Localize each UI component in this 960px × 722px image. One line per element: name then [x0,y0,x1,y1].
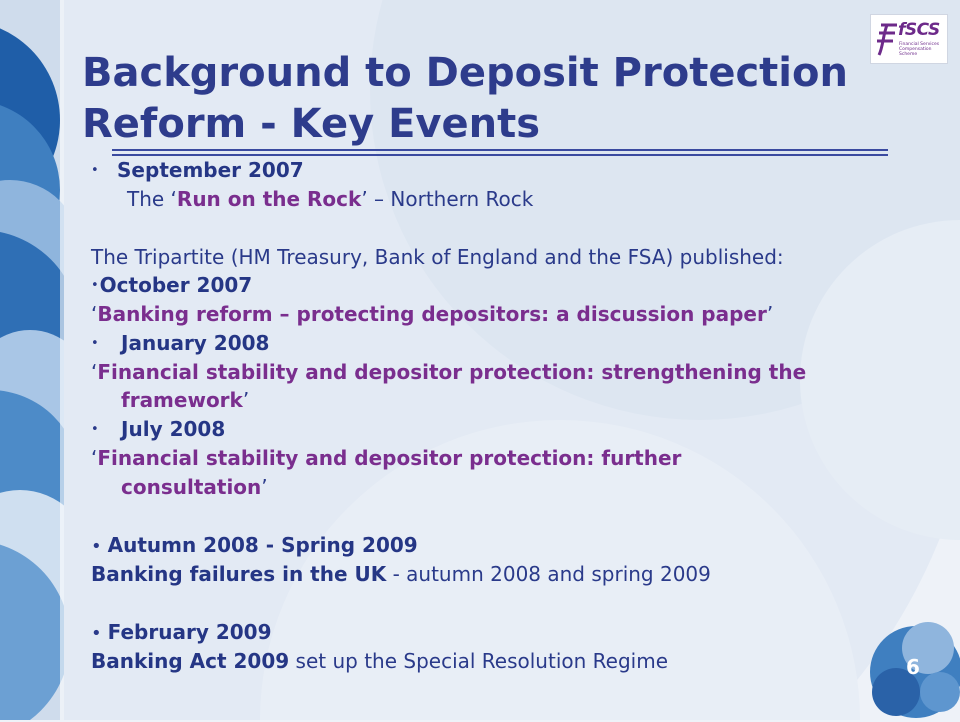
event-jul-2008-title [91,445,681,471]
event-jul-2008-title-cont [121,474,268,500]
bullet-icon: • [91,163,99,178]
bullet-icon: • [91,623,102,644]
left-decorative-band [0,0,64,720]
paper-title-line2: framework [121,388,243,412]
detail-text: set up the Special Resolution Regime [289,649,668,673]
detail-text: ’ – Northern Rock [361,187,534,211]
event-jan-2008-title-cont [121,387,249,413]
tripartite-intro: The Tripartite (HM Treasury, Bank of England and the FSA) published: [91,245,784,269]
event-jan-2008-title [91,359,806,385]
event-sep-2007 [91,157,304,184]
event-feb-2009 [91,619,271,647]
bullet-icon: • [91,278,99,293]
slide-title: Background to Deposit Protection Reform - Key Events [82,50,848,147]
quote-open: ‘ [91,302,98,326]
event-autumn-2008 [91,532,418,560]
event-date: Autumn 2008 - Spring 2009 [107,533,418,557]
event-date: September 2007 [117,158,304,182]
highlight-text: Run on the Rock [176,187,362,211]
bullet-icon: • [91,536,102,557]
event-date: February 2009 [107,620,272,644]
detail-text: - autumn 2008 and spring 2009 [386,562,711,586]
detail-bold: Banking Act 2009 [91,649,290,673]
quote-close: ’ [261,475,268,499]
event-oct-2007 [91,272,252,299]
event-date: October 2007 [99,273,253,297]
paper-title-line1: Financial stability and depositor protection: strengthening the [97,360,807,384]
event-date: January 2008 [121,331,270,355]
bullet-icon: • [91,336,99,351]
title-rule-top [112,149,888,151]
event-autumn-2008-detail [91,561,711,587]
event-sep-2007-detail [127,186,533,212]
quote-close: ’ [242,388,250,412]
event-jan-2008 [91,330,269,357]
quote-open: The ‘ [127,187,177,211]
title-rule-bottom [112,154,888,156]
logo-text: fSCS [898,20,940,40]
quote-open: ‘ [91,360,98,384]
event-date: July 2008 [121,417,226,441]
paper-title: Banking reform – protecting depositors: a discussion paper [97,302,767,326]
paper-title-line2: consultation [121,475,262,499]
paper-title-line1: Financial stability and depositor protection: further [97,446,682,470]
logo-subtext: Financial Services Compensation Scheme [899,42,940,57]
event-oct-2007-title [91,301,773,327]
event-feb-2009-detail [91,648,668,674]
detail-bold: Banking failures in the UK [91,562,387,586]
bullet-icon: • [91,422,99,437]
quote-open: ‘ [91,446,98,470]
quote-close: ’ [766,302,774,326]
event-jul-2008 [91,416,225,443]
page-number: 6 [906,655,920,679]
